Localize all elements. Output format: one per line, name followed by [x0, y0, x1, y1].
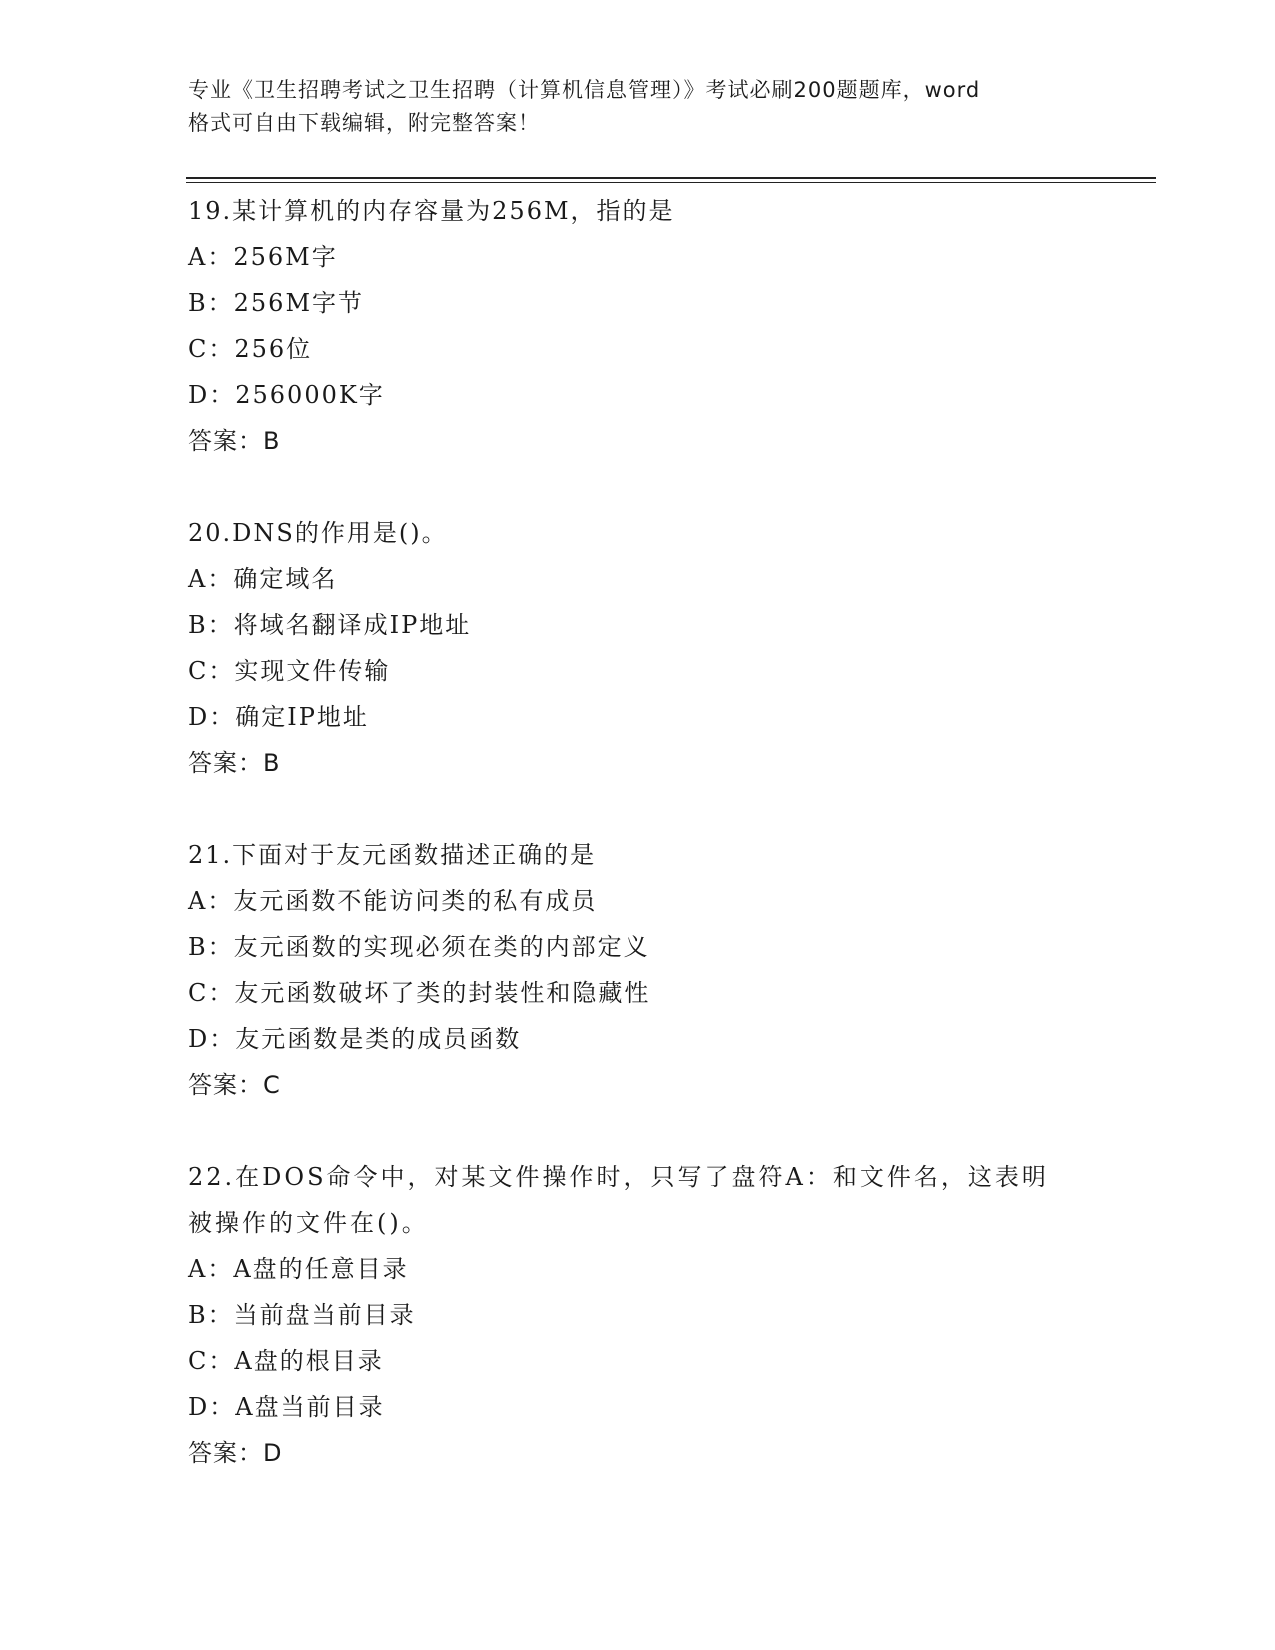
answer-label: 答案：D — [188, 1439, 283, 1467]
option-d: D：确定IP地址 — [188, 703, 369, 731]
answer-label: 答案：B — [188, 749, 281, 777]
answer-label: 答案：C — [188, 1071, 281, 1099]
option-b: B：友元函数的实现必须在类的内部定义 — [188, 933, 650, 961]
option-c: C：实现文件传输 — [188, 657, 391, 685]
option-c: C：友元函数破坏了类的封装性和隐藏性 — [188, 979, 651, 1007]
option-a: A：友元函数不能访问类的私有成员 — [188, 887, 598, 915]
option-a: A：A盘的任意目录 — [188, 1255, 409, 1283]
header-line-1: 专业《卫生招聘考试之卫生招聘（计算机信息管理）》考试必刷200题题库，word — [188, 78, 981, 102]
option-a: A：256M字 — [188, 243, 338, 271]
question-stem: 19.某计算机的内存容量为256M，指的是 — [188, 197, 675, 225]
header-line-2: 格式可自由下载编辑，附完整答案！ — [188, 111, 540, 135]
header-divider-thick — [186, 177, 1156, 179]
option-a: A：确定域名 — [188, 565, 338, 593]
header-divider-thin — [186, 182, 1156, 183]
option-d: D：256000K字 — [188, 381, 385, 409]
question-22 — [188, 1154, 1088, 1476]
option-b: B：将域名翻译成IP地址 — [188, 611, 472, 639]
option-b: B：256M字节 — [188, 289, 365, 317]
option-b: B：当前盘当前目录 — [188, 1301, 416, 1329]
question-stem: 20.DNS的作用是()。 — [188, 519, 448, 547]
question-stem: 22.在DOS命令中，对某文件操作时，只写了盘符A：和文件名，这表明被操作的文件在()。 — [188, 1163, 1049, 1237]
question-19 — [188, 188, 1088, 464]
document-header — [188, 74, 1088, 140]
question-21 — [188, 832, 1088, 1108]
option-d: D：A盘当前目录 — [188, 1393, 385, 1421]
option-d: D：友元函数是类的成员函数 — [188, 1025, 522, 1053]
answer-label: 答案：B — [188, 427, 281, 455]
option-c: C：256位 — [188, 335, 313, 363]
question-list — [188, 188, 1088, 1522]
question-stem: 21.下面对于友元函数描述正确的是 — [188, 841, 597, 869]
question-20 — [188, 510, 1088, 786]
option-c: C：A盘的根目录 — [188, 1347, 384, 1375]
